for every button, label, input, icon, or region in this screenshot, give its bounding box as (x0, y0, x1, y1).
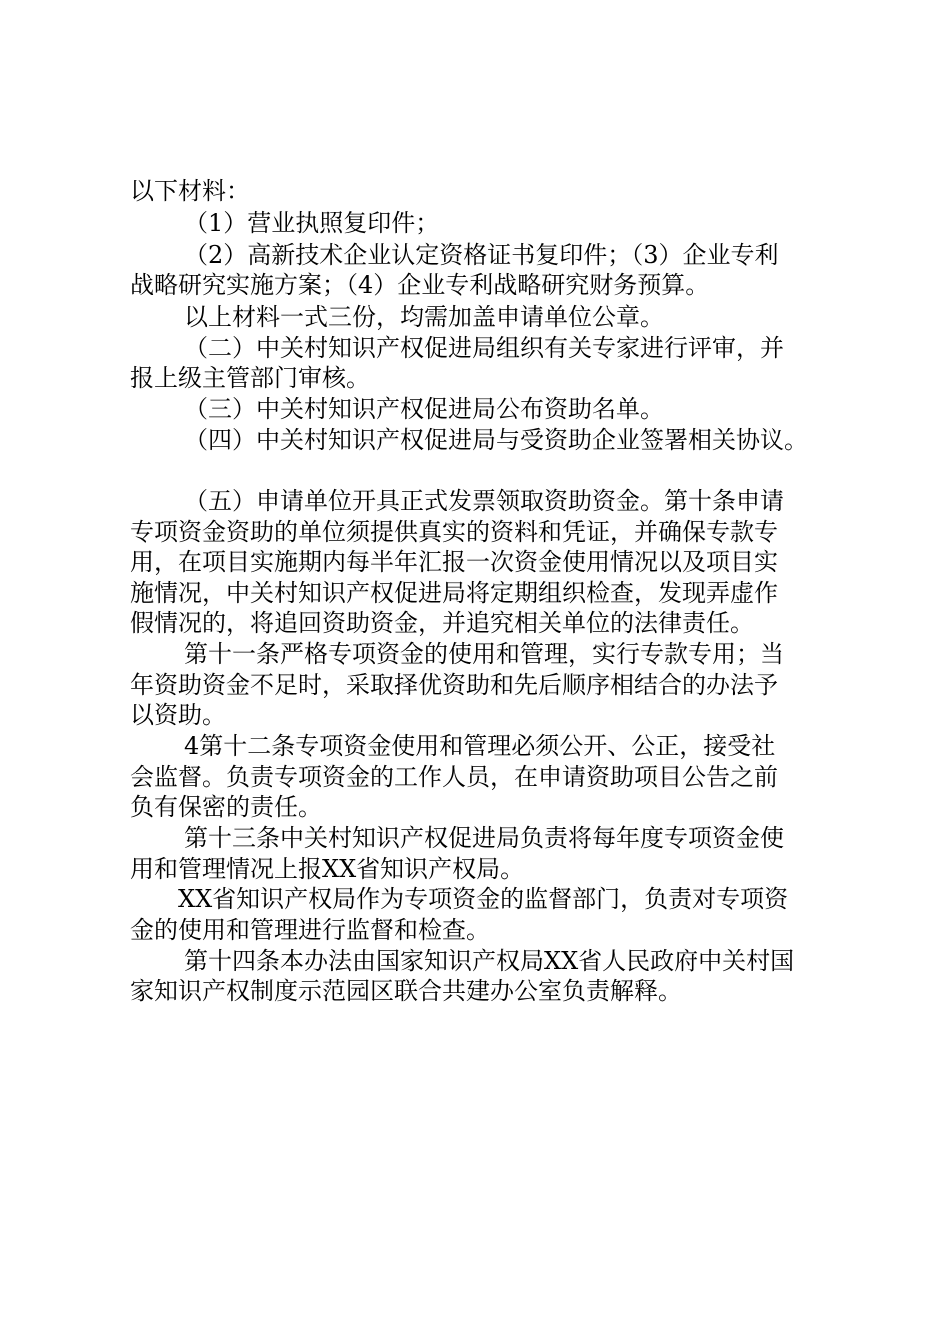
text-line-26: 家知识产权制度示范园区联合共建办公室负责解释。 (130, 977, 682, 1005)
text-line-22: 用和管理情况上报XX省知识产权局。 (130, 855, 525, 883)
text-line-17: 以资助。 (130, 701, 226, 729)
text-line-16: 年资助资金不足时，采取择优资助和先后顺序相结合的办法予 (130, 671, 778, 699)
text-line-25: 第十四条本办法由国家知识产权局XX省人民政府中关村国 (184, 947, 795, 975)
text-line-24: 金的使用和管理进行监督和检查。 (130, 916, 490, 944)
text-line-12: 用，在项目实施期内每半年汇报一次资金使用情况以及项目实 (130, 548, 778, 576)
text-line-8: （三）中关村知识产权促进局公布资助名单。 (184, 395, 664, 423)
text-line-6: （二）中关村知识产权促进局组织有关专家进行评审，并 (184, 334, 784, 362)
text-line-10: （五）申请单位开具正式发票领取资助资金。第十条申请 (184, 487, 784, 515)
text-line-2: （1）营业执照复印件； (184, 209, 440, 237)
text-line-13: 施情况，中关村知识产权促进局将定期组织检查，发现弄虚作 (130, 579, 778, 607)
text-line-1: 以下材料： (130, 177, 250, 205)
text-line-7: 报上级主管部门审核。 (130, 364, 370, 392)
text-line-14: 假情况的，将追回资助资金，并追究相关单位的法律责任。 (130, 609, 754, 637)
text-line-9: （四）中关村知识产权促进局与受资助企业签署相关协议。 (184, 426, 808, 454)
text-line-15: 第十一条严格专项资金的使用和管理，实行专款专用；当 (184, 640, 784, 668)
text-line-21: 第十三条中关村知识产权促进局负责将每年度专项资金使 (184, 824, 784, 852)
text-line-11: 专项资金资助的单位须提供真实的资料和凭证，并确保专款专 (130, 518, 778, 546)
text-line-5: 以上材料一式三份，均需加盖申请单位公章。 (184, 303, 664, 331)
text-line-18: 4第十二条专项资金使用和管理必须公开、公正，接受社 (184, 732, 776, 760)
text-line-23: XX省知识产权局作为专项资金的监督部门，负责对专项资 (178, 885, 789, 913)
text-line-4: 战略研究实施方案；（4）企业专利战略研究财务预算。 (130, 271, 710, 299)
text-line-3: （2）高新技术企业认定资格证书复印件；（3）企业专利 (184, 241, 779, 269)
text-line-20: 负有保密的责任。 (130, 793, 322, 821)
text-line-19: 会监督。负责专项资金的工作人员，在申请资助项目公告之前 (130, 763, 778, 791)
